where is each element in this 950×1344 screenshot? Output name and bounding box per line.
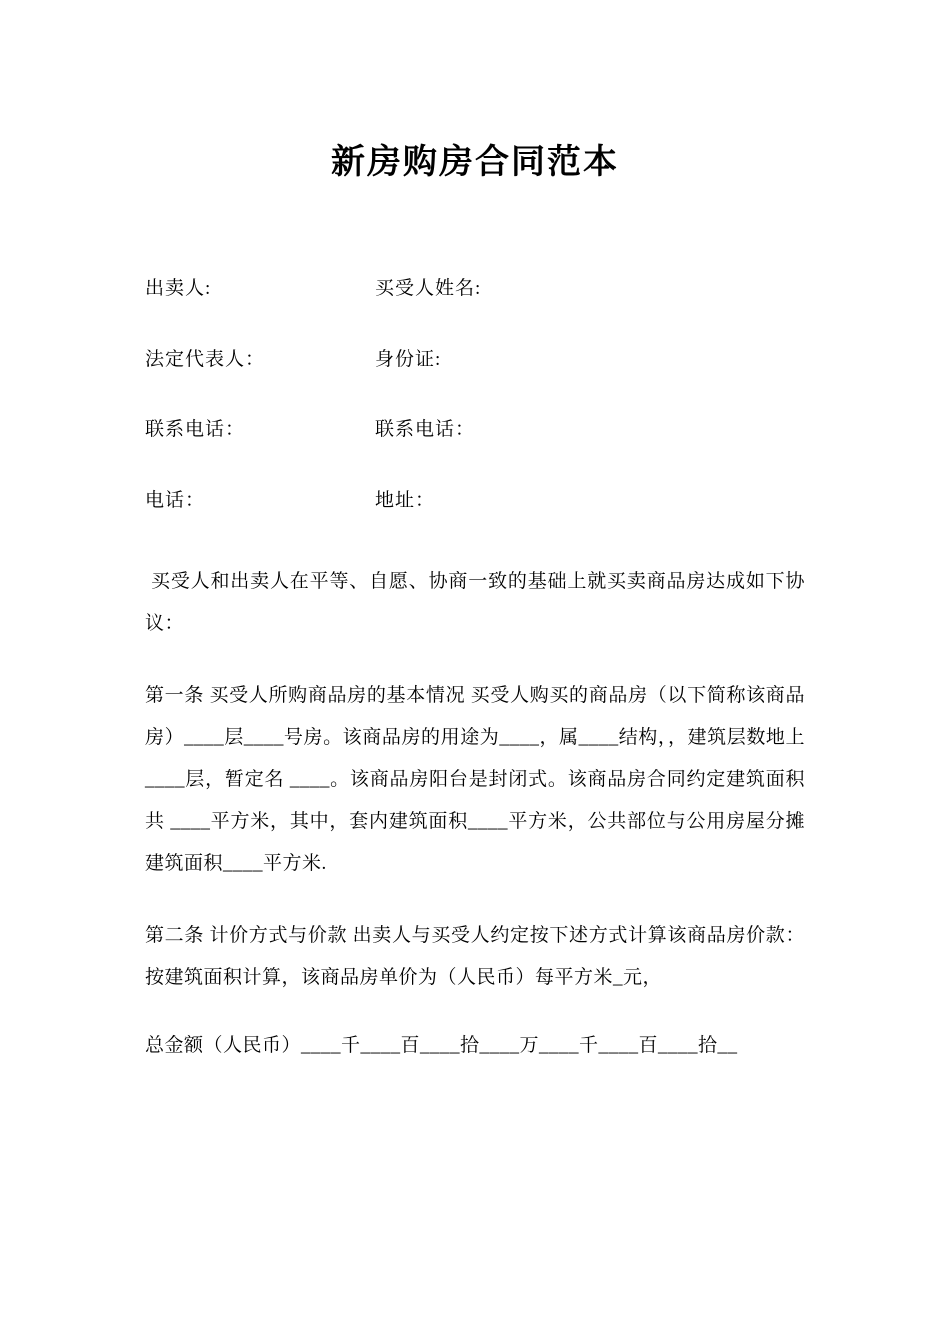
- paragraph-article-2: 第二条 计价方式与价款 出卖人与买受人约定按下述方式计算该商品房价款： 按建筑面积计算，该商品房单价为（人民币）每平方米_元，: [145, 924, 805, 988]
- paragraph-total-amount: 总金额（人民币）____千____百____拾____万____千____百____拾__: [145, 1034, 738, 1056]
- party-row-legal-rep: [145, 349, 805, 372]
- seller-contact-phone-label: 联系电话：: [145, 419, 246, 441]
- party-row-contact-phone: [145, 419, 805, 442]
- buyer-name-label: 买受人姓名:: [375, 277, 482, 299]
- phone-label: 电话：: [145, 490, 206, 512]
- id-card-label: 身份证:: [375, 348, 442, 370]
- party-row-seller: [145, 278, 805, 301]
- legal-representative-label: 法定代表人：: [145, 348, 266, 370]
- buyer-contact-phone-label: 联系电话：: [375, 419, 476, 441]
- paragraph-article-1: 第一条 买受人所购商品房的基本情况 买受人购买的商品房（以下简称该商品房）____层____号房。该商品房的用途为____，属____结构，，建筑层数地上____层，暂定名 ____。该商品房阳台是封闭式。该商品房合同约定建筑面积共 ____平方米，其中，套内建筑面积____平方米，公共部位与公用房屋分摊建筑面积____平方米.: [145, 684, 805, 874]
- page-title: 新房购房合同范本: [331, 143, 619, 181]
- address-label: 地址：: [375, 490, 436, 512]
- paragraph-intro: 买受人和出卖人在平等、自愿、协商一致的基础上就买卖商品房达成如下协议：: [145, 570, 805, 634]
- seller-label: 出卖人:: [145, 277, 212, 299]
- parties-block: [145, 278, 805, 513]
- party-row-phone-address: [145, 490, 805, 513]
